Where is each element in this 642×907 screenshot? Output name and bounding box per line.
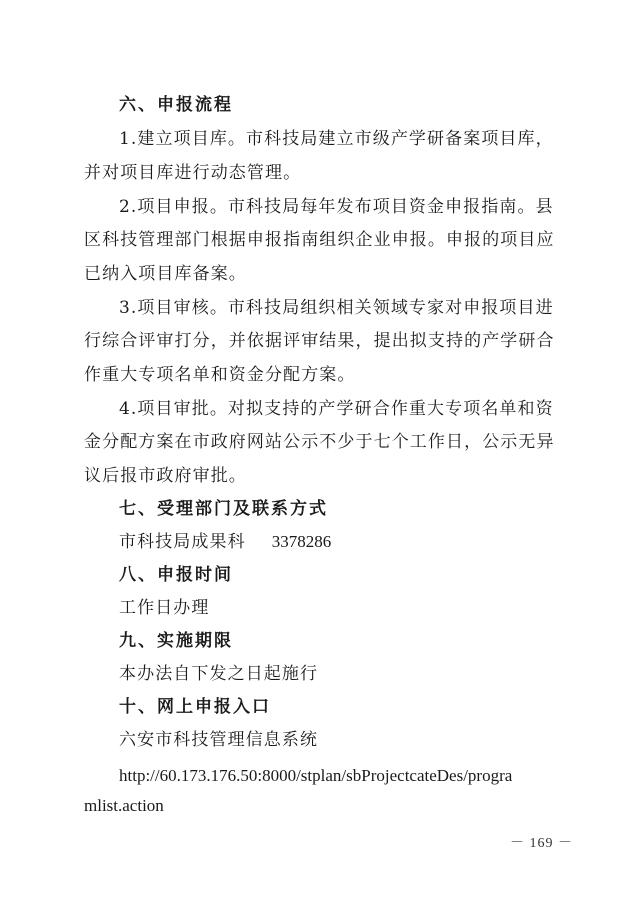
online-url-line-2: mlist.action <box>84 796 164 815</box>
implementation-period-text: 本办法自下发之日起施行 <box>119 664 319 684</box>
section-heading-online-entry: 十、网上申报入口 <box>119 697 271 717</box>
application-time-text: 工作日办理 <box>119 598 210 618</box>
paragraph-line: 作重大专项名单和资金分配方案。 <box>84 365 356 385</box>
contact-department: 市科技局成果科 <box>119 532 246 552</box>
paragraph-line: 行综合评审打分，并依据评审结果，提出拟支持的产学研合 <box>84 331 555 351</box>
contact-phone: 3378286 <box>271 532 332 551</box>
paragraph-line: 3.项目审核。市科技局组织相关领域专家对申报项目进 <box>119 298 554 318</box>
section-heading-application-time: 八、申报时间 <box>119 565 233 585</box>
system-name: 六安市科技管理信息系统 <box>119 730 319 750</box>
paragraph-line: 4.项目审批。对拟支持的产学研合作重大专项名单和资 <box>119 399 554 419</box>
paragraph-line: 2.项目申报。市科技局每年发布项目资金申报指南。县 <box>119 197 554 217</box>
paragraph-line: 区科技管理部门根据申报指南组织企业申报。申报的项目应 <box>84 230 555 250</box>
paragraph-line: 1.建立项目库。市科技局建立市级产学研备案项目库， <box>119 129 554 149</box>
section-heading-contact: 七、受理部门及联系方式 <box>119 499 328 519</box>
paragraph-line: 并对项目库进行动态管理。 <box>84 163 302 183</box>
section-heading-application-process: 六、申报流程 <box>119 95 233 115</box>
section-heading-implementation-period: 九、实施期限 <box>119 631 233 651</box>
paragraph-line: 议后报市政府审批。 <box>84 466 247 486</box>
page-number: － 169 － <box>510 836 573 851</box>
online-url-line-1: http://60.173.176.50:8000/stplan/sbProjectcateDes/progra <box>119 766 513 785</box>
paragraph-line: 已纳入项目库备案。 <box>84 264 247 284</box>
contact-line <box>119 531 609 553</box>
paragraph-line: 金分配方案在市政府网站公示不少于七个工作日，公示无异 <box>84 432 555 452</box>
